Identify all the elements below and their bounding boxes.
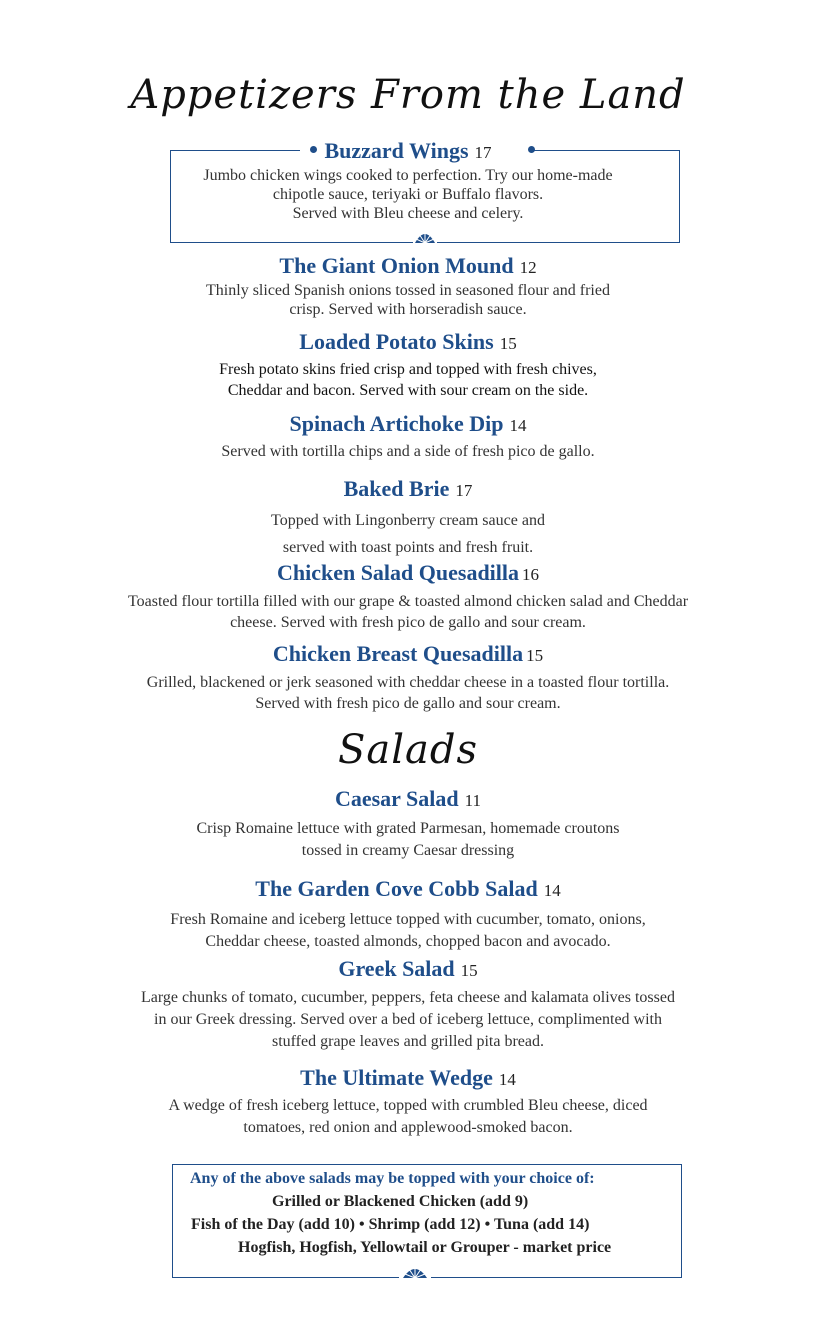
item-price: 15 (460, 961, 478, 980)
item-title: The Ultimate Wedge (300, 1065, 493, 1090)
item-title: Baked Brie (343, 476, 450, 501)
item-price: 17 (474, 143, 492, 162)
item-price: 14 (509, 416, 527, 435)
shell-icon (413, 229, 437, 245)
item-description: Grilled, blackened or jerk seasoned with cheddar cheese in a toasted flour tortilla. Served with fresh pico de gallo and sour cream. (146, 674, 670, 712)
toppings-line-market: Hogfish, Hogfish, Yellowtail or Grouper - market price (238, 1239, 612, 1256)
menu-item-baked-brie (0, 476, 816, 502)
menu-item-spinach-artichoke-dip (0, 411, 816, 437)
item-description: Jumbo chicken wings cooked to perfection. Try our home-made chipotle sauce, teriyaki or Buffalo flavors. Served with Bleu cheese and celery. (203, 167, 613, 222)
item-description: Fresh potato skins fried crisp and topped with fresh chives, Cheddar and bacon. Served with sour cream on the side. (219, 361, 597, 399)
shell-icon (399, 1264, 431, 1280)
toppings-intro: Any of the above salads may be topped with your choice of: (190, 1170, 595, 1187)
item-title: Chicken Salad Quesadilla (276, 560, 520, 585)
item-price: 14 (543, 881, 561, 900)
item-price: 14 (498, 1070, 516, 1089)
salads-heading: Salads (337, 727, 479, 773)
item-title: Spinach Artichoke Dip (289, 411, 504, 436)
item-title: Greek Salad (338, 956, 455, 981)
item-title: The Giant Onion Mound (279, 253, 514, 278)
item-price: 15 (526, 646, 544, 665)
item-description: Fresh Romaine and iceberg lettuce topped with cucumber, tomato, onions, Cheddar cheese, toasted almonds, chopped bacon and avocado. (170, 911, 646, 950)
item-description: Toasted flour tortilla filled with our grape & toasted almond chicken salad and Cheddar cheese. Served with fresh pico de gallo and sour cream. (127, 593, 689, 631)
menu-item-chicken-breast-quesadilla (0, 641, 816, 667)
item-description: Topped with Lingonberry cream sauce and served with toast points and fresh fruit. (271, 512, 545, 556)
item-description: Crisp Romaine lettuce with grated Parmesan, homemade croutons tossed in creamy Caesar dressing (196, 820, 620, 859)
menu-item-buzzard-wings (0, 138, 816, 164)
item-title: Chicken Breast Quesadilla (272, 641, 524, 666)
item-price: 17 (455, 481, 473, 500)
item-description: Served with tortilla chips and a side of fresh pico de gallo. (221, 443, 595, 460)
menu-item-garden-cove-cobb-salad (0, 876, 816, 902)
item-description: A wedge of fresh iceberg lettuce, topped with crumbled Bleu cheese, diced tomatoes, red onion and applewood-smoked bacon. (168, 1097, 648, 1136)
menu-item-ultimate-wedge (0, 1065, 816, 1091)
item-title: Caesar Salad (334, 786, 459, 811)
appetizers-heading: Appetizers From the Land (130, 72, 686, 118)
menu-item-caesar-salad (0, 786, 816, 812)
menu-item-giant-onion-mound (0, 253, 816, 279)
item-description: Thinly sliced Spanish onions tossed in seasoned flour and fried crisp. Served with horseradish sauce. (206, 282, 610, 318)
menu-item-greek-salad (0, 956, 816, 982)
toppings-line-chicken: Grilled or Blackened Chicken (add 9) (272, 1193, 529, 1210)
item-price: 16 (522, 565, 540, 584)
item-title: The Garden Cove Cobb Salad (255, 876, 538, 901)
item-title: Buzzard Wings (324, 138, 469, 163)
item-price: 12 (519, 258, 537, 277)
item-price: 11 (464, 791, 482, 810)
item-description: Large chunks of tomato, cucumber, peppers, feta cheese and kalamata olives tossed in our Greek dressing. Served over a bed of iceberg lettuce, complimented with stuffed grape leaves and grilled pita bread. (141, 989, 675, 1050)
menu-item-chicken-salad-quesadilla (0, 560, 816, 586)
item-title: Loaded Potato Skins (299, 329, 494, 354)
menu-item-loaded-potato-skins (0, 329, 816, 355)
toppings-line-seafood: Fish of the Day (add 10) • Shrimp (add 12) • Tuna (add 14) (191, 1216, 590, 1233)
item-price: 15 (499, 334, 517, 353)
